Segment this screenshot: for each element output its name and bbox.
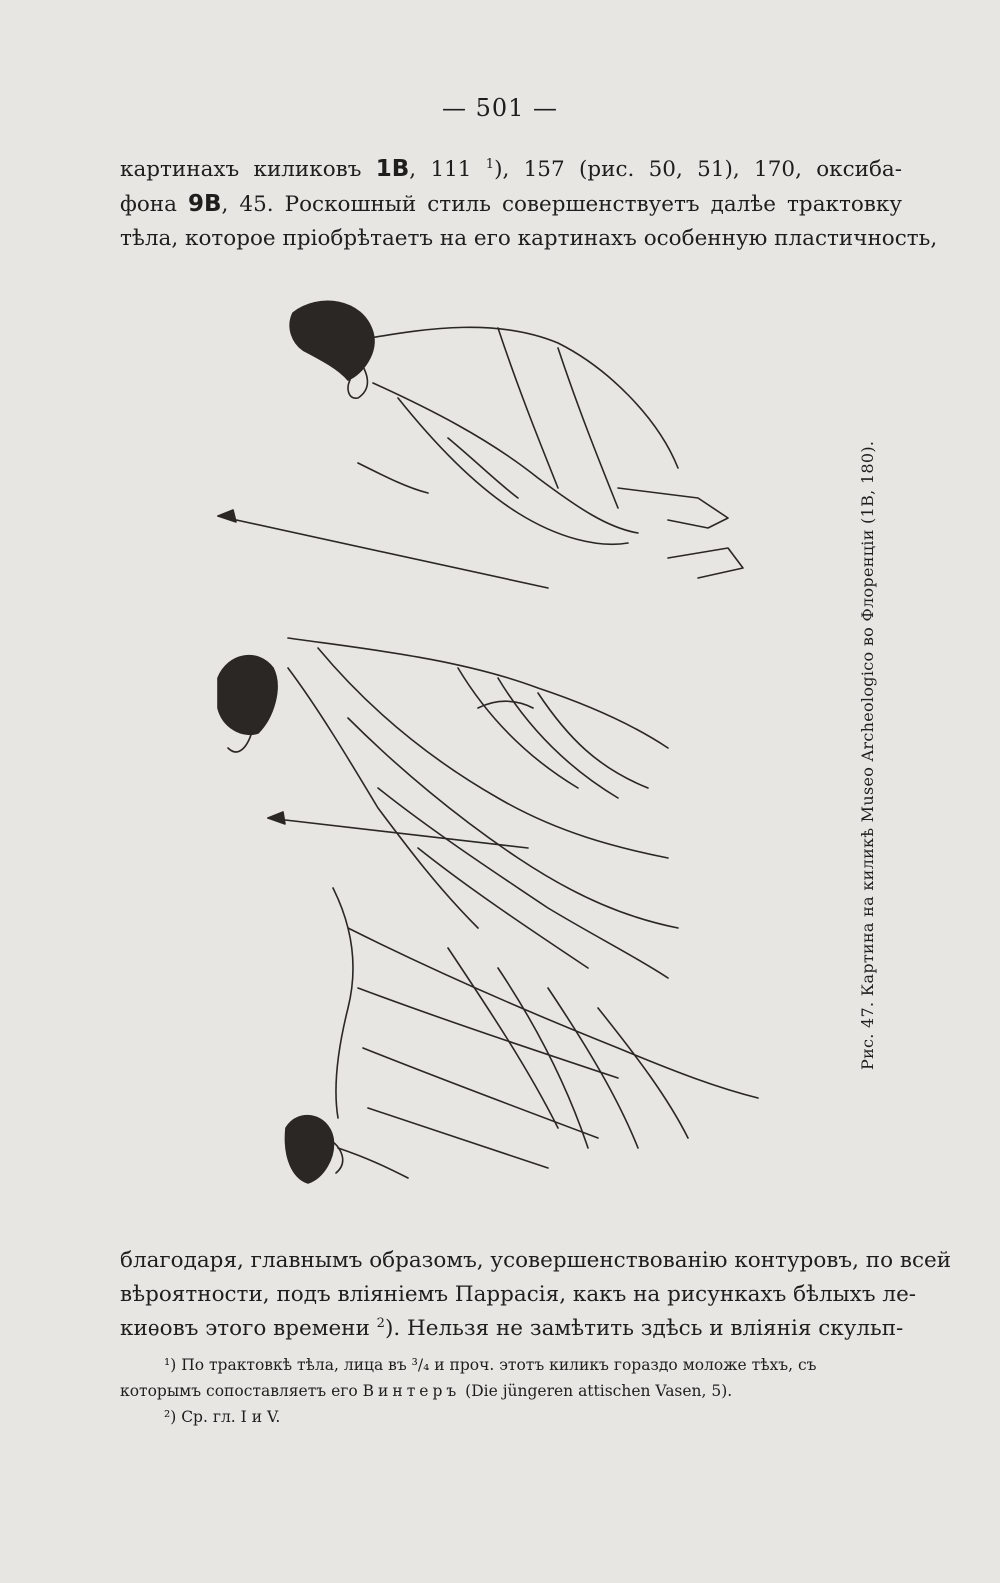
figure-caption: Рис. 47. Картина на киликѣ Museo Archeologico во Флоренціи (1B, 180). [858,440,877,1070]
text-line [120,1312,902,1346]
footnote-2: ²) Ср. гл. I и V. [164,1408,281,1426]
text-run: ), 157 (рис. 50, 51), 170, оксиба- [494,157,902,182]
footnotes [120,1352,902,1430]
text-run: которымъ сопоставляетъ его [120,1382,363,1400]
text-line [120,187,902,222]
vase-ref-bold: 1B [375,156,410,182]
page-number: — 501 — [441,94,559,122]
text-run: киѳовъ этого времени [120,1316,377,1341]
text-run: картинахъ киликовъ [120,157,376,182]
text-run: , 111 [409,157,486,182]
text-run: (Die jüngeren attischen Vasen, 5). [460,1382,733,1400]
middle-figure-drawing [218,638,678,978]
bottom-paragraph [120,1244,952,1346]
author-name-spaced: Винтеръ [362,1382,461,1400]
top-paragraph [120,152,938,256]
text-line [120,152,902,187]
lower-figure-drawing [285,888,758,1183]
text-run: ¹) По трактовкѣ тѣла, лица въ ³/₄ и проч. этотъ киликъ гораздо моложе тѣхъ, съ [164,1356,817,1374]
vase-ref-bold: 9B [187,191,222,217]
text-line: тѣла, которое пріобрѣтаетъ на его картинахъ особенную пластичность, [120,226,938,251]
text-line: благодаря, главнымъ образомъ, усовершенствованію контуровъ, по всей [120,1248,952,1273]
footnote-ref: 2 [376,1315,385,1331]
footnote-ref: 1 [485,156,495,172]
upper-figure-drawing [218,301,743,588]
footnote-1 [120,1352,902,1404]
kylix-drawing-figure [198,288,838,1238]
text-run: фона [120,192,188,217]
text-run: , 45. Роскошный стиль совершенствуетъ далѣе трактовку [221,192,902,217]
text-run: ). Нельзя не замѣтить здѣсь и вліянія скульп- [384,1316,904,1341]
text-line: вѣроятности, подъ вліяніемъ Паррасія, какъ на рисункахъ бѣлыхъ ле- [120,1282,917,1307]
